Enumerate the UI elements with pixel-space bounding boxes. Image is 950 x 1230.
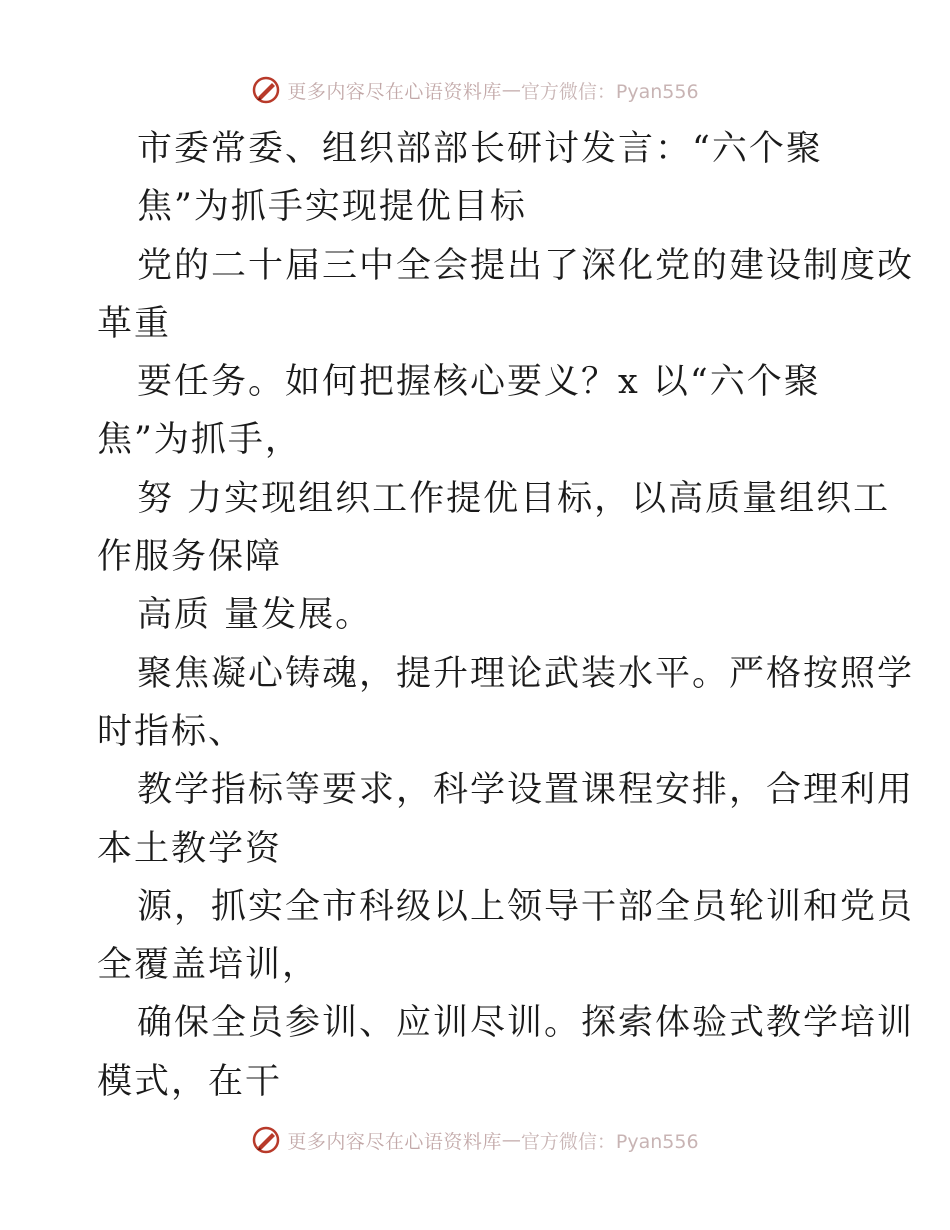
text-line: 确保全员参训、应训尽训。探索体验式教学培训	[137, 1003, 915, 1044]
banner-wechat: 官方微信：Pyan556	[520, 80, 699, 103]
banner-site-name: 更多内容尽在心语资料库	[287, 80, 502, 103]
text-line: 焦”为抓手实现提优目标	[137, 187, 527, 228]
pen-logo-icon	[251, 1125, 281, 1155]
text-line: 教学指标等要求，科学设置课程安排，合理利用	[137, 770, 915, 811]
text-line: 聚焦凝心铸魂，提升理论武装水平。严格按照学	[137, 653, 915, 694]
banner-wechat: 官方微信：Pyan556	[520, 1130, 699, 1153]
text-line: 党的二十届三中全会提出了深化党的建设制度改	[137, 245, 915, 286]
text-line: 源，抓实全市科级以上领导干部全员轮训和党员	[137, 886, 915, 927]
document-body	[97, 120, 915, 1111]
text-line: 时指标、	[97, 711, 246, 752]
text-line: 高质 量发展。	[137, 595, 373, 636]
text-line: 市委常委、组织部部长研讨发言：“六个聚	[137, 129, 823, 169]
text-line: 全覆盖培训，	[97, 945, 320, 986]
text-line: 焦”为抓手，	[97, 420, 302, 461]
text-line: 作服务保障	[97, 537, 283, 578]
header-banner	[0, 70, 950, 110]
text-line: 本土教学资	[97, 828, 283, 869]
pen-logo-icon	[251, 75, 281, 105]
footer-banner	[0, 1120, 950, 1160]
text-line: 努 力实现组织工作提优目标，以高质量组织工	[137, 478, 891, 519]
text-line: 革重	[97, 303, 172, 344]
text-line: 模式，在干	[97, 1061, 283, 1102]
text-line: 要任务。如何把握核心要义？x 以“六个聚	[137, 362, 821, 403]
banner-separator: —	[501, 1129, 521, 1151]
banner-separator: —	[501, 79, 521, 101]
banner-site-name: 更多内容尽在心语资料库	[287, 1130, 502, 1153]
